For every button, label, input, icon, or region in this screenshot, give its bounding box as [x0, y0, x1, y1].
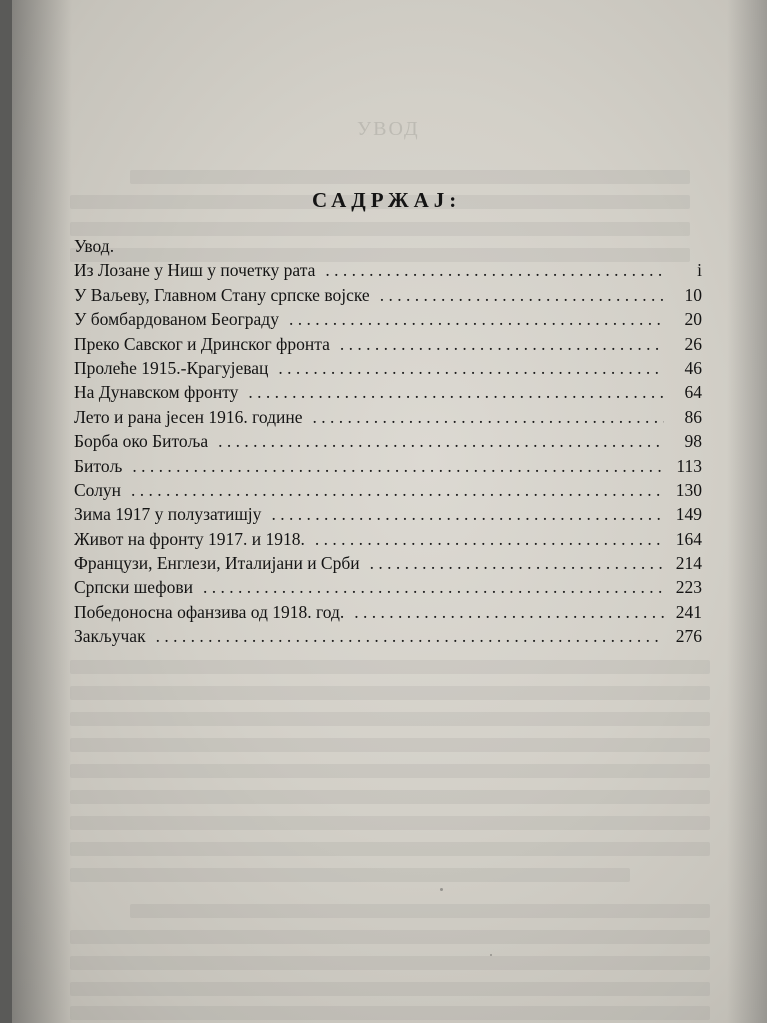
toc-entry-title: Битољ	[74, 455, 123, 476]
toc-page-number: 149	[675, 504, 702, 525]
toc-dot-leader	[354, 602, 664, 623]
toc-entry-title: Увод.	[74, 236, 115, 256]
toc-entry-title: Лето и рана јесен 1916. године	[74, 406, 303, 427]
toc-entry	[74, 553, 702, 577]
toc-title: САДРЖАЈ:	[312, 188, 462, 212]
toc-entry-title: На Дунавском фронту	[74, 382, 239, 403]
toc-entry-title: У Ваљеву, Главном Стану српске војске	[74, 284, 370, 305]
toc-entry-title: Борба око Битоља	[74, 431, 209, 452]
toc-entry-title: Закључак	[74, 626, 146, 647]
toc-page-number: 113	[676, 455, 702, 476]
toc-entry	[74, 529, 702, 553]
toc-dot-leader	[370, 553, 664, 574]
toc-dot-leader	[248, 382, 664, 403]
book-page	[12, 0, 767, 1023]
toc-entry	[74, 382, 702, 406]
toc-page-number: i	[697, 260, 702, 281]
toc-entry	[74, 577, 702, 601]
toc-dot-leader	[325, 260, 664, 281]
toc-page-number: 130	[675, 479, 702, 500]
toc-entry-title: Из Лозане у Ниш у почетку рата	[74, 260, 316, 281]
toc-entry	[74, 260, 702, 284]
toc-dot-leader	[289, 309, 664, 330]
toc-dot-leader	[131, 480, 664, 501]
page-speck	[440, 888, 443, 891]
toc-page-number: 64	[684, 382, 702, 403]
toc-entry	[74, 456, 702, 480]
toc-entry-title: Пролеће 1915.-Крагујевац	[74, 357, 269, 378]
toc-dot-leader	[313, 407, 664, 428]
toc-page-number: 98	[684, 431, 702, 452]
toc-entry-title: У бомбардованом Београду	[74, 309, 279, 330]
toc-page-number: 214	[675, 553, 702, 574]
toc-entry	[74, 236, 702, 260]
toc-entry	[74, 334, 702, 358]
toc-dot-leader	[278, 358, 664, 379]
toc-dot-leader	[203, 577, 664, 598]
toc-page-number: 241	[675, 601, 702, 622]
page-shadow-left	[12, 0, 72, 1023]
toc-entry	[74, 504, 702, 528]
toc-dot-leader	[380, 285, 664, 306]
page-shadow-right	[727, 0, 767, 1023]
toc-entry-title: Зима 1917 у полузатишју	[74, 504, 262, 525]
toc-page-number: 46	[684, 357, 702, 378]
toc-entry-title: Французи, Енглези, Италијани и Срби	[74, 553, 360, 574]
toc-dot-leader	[218, 431, 664, 452]
toc-dot-leader	[156, 626, 664, 647]
toc-entry-title: Српски шефови	[74, 577, 193, 598]
toc-entry	[74, 285, 702, 309]
toc-dot-leader	[271, 504, 664, 525]
toc-entry-title: Живот на фронту 1917. и 1918.	[74, 528, 305, 549]
toc-page-number: 10	[684, 284, 702, 305]
table-of-contents	[74, 236, 702, 651]
toc-page-number: 20	[684, 309, 702, 330]
toc-page-number: 26	[684, 333, 702, 354]
toc-page-number: 223	[675, 577, 702, 598]
toc-entry	[74, 309, 702, 333]
toc-dot-leader	[315, 529, 664, 550]
toc-page-number: 86	[684, 406, 702, 427]
toc-page-number: 276	[675, 626, 702, 647]
toc-dot-leader	[340, 334, 664, 355]
page-speck	[490, 954, 492, 956]
toc-entry-title: Солун	[74, 479, 122, 500]
toc-entry	[74, 480, 702, 504]
toc-entry	[74, 431, 702, 455]
toc-entry	[74, 407, 702, 431]
toc-entry	[74, 602, 702, 626]
toc-entry-title: Преко Савског и Дринског фронта	[74, 333, 330, 354]
toc-dot-leader	[132, 456, 664, 477]
show-through-heading: УВОД	[357, 118, 420, 140]
toc-entry	[74, 626, 702, 650]
toc-entry-title: Победоносна офанзива од 1918. год.	[74, 601, 345, 622]
toc-entry	[74, 358, 702, 382]
toc-page-number: 164	[675, 528, 702, 549]
